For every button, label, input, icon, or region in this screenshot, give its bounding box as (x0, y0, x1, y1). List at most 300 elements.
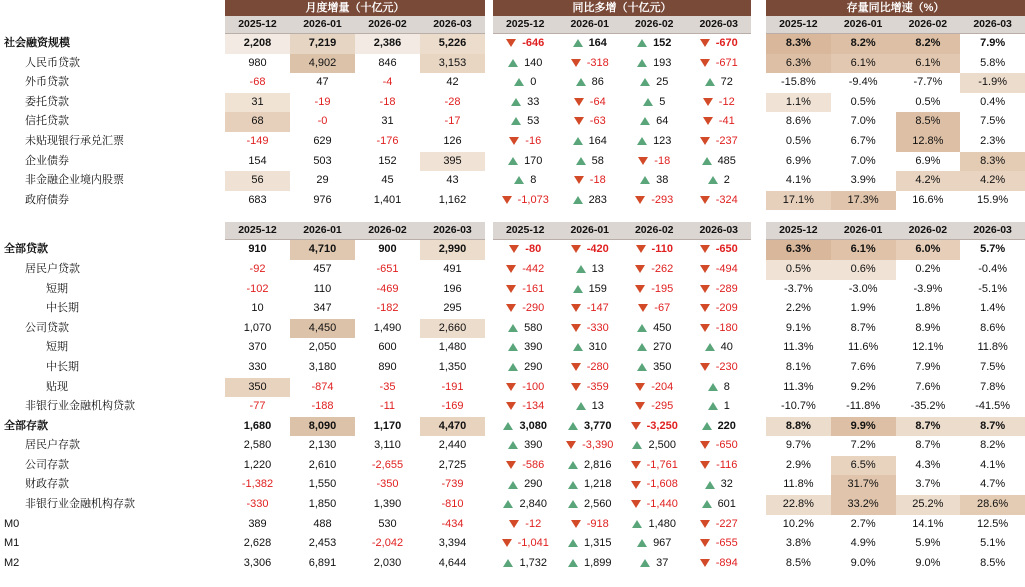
growth-cell: 0.6% (831, 260, 896, 280)
table-row (225, 436, 485, 456)
column-header: 2026-03 (699, 18, 739, 30)
growth-cell: 0.5% (831, 93, 896, 113)
growth-cell: 5.1% (960, 534, 1025, 554)
value-cell: 2,580 (225, 436, 290, 456)
value-cell: -102 (225, 280, 290, 300)
triangle-down-icon (571, 304, 581, 312)
triangle-down-icon (502, 539, 512, 547)
growth-cell: 9.1% (766, 319, 831, 339)
yoy-value: 270 (653, 341, 672, 354)
triangle-down-icon (509, 137, 519, 145)
growth-cell: 1.4% (960, 299, 1025, 319)
yoy-value: 58 (591, 154, 604, 167)
value-cell: -92 (225, 260, 290, 280)
value-cell: 890 (355, 358, 420, 378)
yoy-value: 193 (653, 56, 672, 69)
yoy-value: -3,250 (646, 419, 678, 432)
value-cell: -350 (355, 475, 420, 495)
value-cell: 126 (420, 132, 485, 152)
yoy-value: 164 (588, 37, 607, 49)
table-row (766, 34, 1025, 54)
growth-cell: 7.8% (960, 378, 1025, 398)
yoy-value: 1,480 (648, 517, 677, 530)
column-header: 2026-01 (843, 18, 883, 30)
yoy-value: 1,732 (519, 556, 548, 569)
triangle-down-icon (571, 59, 581, 67)
growth-cell: 1.8% (896, 299, 961, 319)
panel-stock-yoy-growth (766, 0, 1025, 573)
yoy-value: 290 (524, 360, 543, 373)
growth-cell: 8.5% (766, 554, 831, 574)
yoy-value: 390 (524, 341, 543, 354)
table-row (766, 240, 1025, 260)
value-cell: 4,644 (420, 554, 485, 574)
growth-cell: 5.7% (960, 240, 1025, 260)
yoy-value: -324 (715, 193, 738, 206)
yoy-cell (687, 73, 752, 93)
triangle-down-icon (635, 383, 645, 391)
triangle-up-icon (508, 481, 518, 489)
value-cell: 10 (225, 299, 290, 319)
yoy-cell (687, 378, 752, 398)
yoy-cell (493, 152, 558, 172)
table-row (493, 456, 751, 476)
growth-cell: 8.7% (831, 319, 896, 339)
yoy-value: 25 (656, 76, 669, 89)
growth-cell: 16.6% (896, 191, 961, 211)
table-row (766, 73, 1025, 93)
yoy-value: -195 (651, 282, 674, 295)
yoy-value: 3,770 (583, 419, 612, 432)
table-row (766, 132, 1025, 152)
yoy-value: -318 (586, 56, 609, 69)
value-cell: -18 (355, 93, 420, 113)
yoy-value: -918 (586, 517, 609, 530)
growth-cell: -15.8% (766, 73, 831, 93)
triangle-down-icon (631, 481, 641, 489)
table-row (225, 240, 485, 260)
yoy-cell (687, 475, 752, 495)
table-row (493, 280, 751, 300)
table-row (225, 171, 485, 191)
row-label: 信托贷款 (25, 115, 69, 128)
value-cell: -182 (355, 299, 420, 319)
value-cell: 4,450 (290, 319, 355, 339)
value-cell: 43 (420, 171, 485, 191)
value-cell: -35 (355, 378, 420, 398)
yoy-cell (493, 260, 558, 280)
triangle-down-icon (635, 265, 645, 273)
yoy-value: 2,816 (583, 458, 612, 471)
yoy-cell (622, 475, 687, 495)
column-header-row (493, 16, 751, 34)
yoy-value: 13 (591, 262, 604, 275)
yoy-cell (558, 73, 623, 93)
table-row (766, 436, 1025, 456)
value-cell: 4,710 (290, 240, 355, 260)
value-cell: 629 (290, 132, 355, 152)
yoy-value: -80 (525, 243, 542, 256)
value-cell: 2,208 (225, 34, 290, 54)
column-header-spacer-2 (0, 222, 225, 240)
triangle-down-icon (700, 59, 710, 67)
yoy-cell (493, 171, 558, 191)
triangle-down-icon (631, 422, 641, 430)
row-label: 非金融企业境内股票 (25, 174, 124, 187)
growth-cell: 8.9% (896, 319, 961, 339)
row-label: 中长期 (46, 302, 79, 315)
value-cell: 2,386 (355, 34, 420, 54)
growth-cell: 6.1% (896, 54, 961, 74)
growth-cell: 7.9% (896, 358, 961, 378)
triangle-up-icon (568, 481, 578, 489)
table-row (225, 378, 485, 398)
triangle-up-icon (514, 78, 524, 86)
yoy-cell (622, 397, 687, 417)
yoy-cell (622, 456, 687, 476)
triangle-down-icon (703, 117, 713, 125)
yoy-value: -1,608 (646, 478, 678, 491)
yoy-value: -1,761 (646, 458, 678, 471)
yoy-value: 8 (723, 380, 730, 393)
value-cell: 976 (290, 191, 355, 211)
yoy-cell (493, 191, 558, 211)
yoy-cell (558, 338, 623, 358)
growth-cell: 6.5% (831, 456, 896, 476)
yoy-value: 2 (723, 174, 730, 187)
value-cell: -191 (420, 378, 485, 398)
triangle-up-icon (705, 78, 715, 86)
triangle-down-icon (635, 285, 645, 293)
value-cell: 29 (290, 171, 355, 191)
panel-title: 存量同比增速（%） (766, 0, 1025, 16)
triangle-down-icon (700, 265, 710, 273)
growth-cell: 7.0% (831, 152, 896, 172)
growth-cell: -3.7% (766, 280, 831, 300)
yoy-value: 390 (524, 439, 543, 452)
triangle-up-icon (508, 59, 518, 67)
section1-labels (0, 34, 225, 210)
column-header: 2026-01 (570, 18, 610, 30)
growth-cell: 11.3% (766, 378, 831, 398)
value-cell: 2,050 (290, 338, 355, 358)
value-cell: -28 (420, 93, 485, 113)
triangle-down-icon (506, 383, 516, 391)
table-row (766, 299, 1025, 319)
yoy-cell (558, 171, 623, 191)
yoy-cell (493, 319, 558, 339)
yoy-value: -64 (589, 95, 606, 108)
value-cell: 1,350 (420, 358, 485, 378)
yoy-value: -262 (651, 262, 674, 275)
value-cell: 1,162 (420, 191, 485, 211)
header-spacer (0, 0, 225, 16)
growth-cell: 28.6% (960, 495, 1025, 515)
triangle-down-icon (506, 402, 516, 410)
value-cell: 110 (290, 280, 355, 300)
triangle-up-icon (508, 441, 518, 449)
triangle-up-icon (568, 539, 578, 547)
yoy-value: 1,315 (583, 537, 612, 550)
triangle-down-icon (506, 285, 516, 293)
yoy-value: 290 (524, 478, 543, 491)
section1-values (493, 34, 751, 210)
yoy-value: 2,840 (519, 498, 548, 511)
yoy-value: -655 (715, 537, 738, 550)
column-header-row (493, 222, 751, 240)
triangle-down-icon (506, 304, 516, 312)
value-cell: -169 (420, 397, 485, 417)
column-header: 2025-12 (779, 224, 818, 237)
yoy-cell (687, 358, 752, 378)
yoy-cell (622, 495, 687, 515)
yoy-cell (687, 534, 752, 554)
growth-cell: -35.2% (896, 397, 961, 417)
yoy-cell (493, 436, 558, 456)
section-gap (0, 210, 225, 222)
table-row (493, 240, 751, 260)
growth-cell: -0.4% (960, 260, 1025, 280)
value-cell: -0 (290, 112, 355, 132)
growth-cell: 1.1% (766, 93, 831, 113)
row-label: M2 (4, 556, 20, 569)
yoy-value: 2,560 (583, 498, 612, 511)
yoy-cell (687, 171, 752, 191)
yoy-value: 13 (591, 400, 604, 413)
row-label: 公司贷款 (25, 321, 69, 334)
column-header: 2026-03 (699, 224, 739, 237)
triangle-up-icon (708, 402, 718, 410)
growth-cell: 5.9% (896, 534, 961, 554)
triangle-up-icon (702, 157, 712, 165)
table-row (766, 554, 1025, 574)
column-header: 2026-02 (634, 18, 674, 30)
yoy-cell (558, 515, 623, 535)
table-row (493, 397, 751, 417)
column-header: 2025-12 (238, 224, 277, 237)
yoy-value: -650 (715, 243, 738, 256)
growth-cell: 4.9% (831, 534, 896, 554)
triangle-up-icon (637, 539, 647, 547)
growth-cell: 7.6% (831, 358, 896, 378)
yoy-value: -161 (522, 282, 545, 295)
growth-cell: 7.5% (960, 358, 1025, 378)
growth-cell: -9.4% (831, 73, 896, 93)
value-cell: 503 (290, 152, 355, 172)
yoy-cell (558, 260, 623, 280)
growth-cell: 3.7% (896, 475, 961, 495)
table-row (493, 495, 751, 515)
table-row (766, 191, 1025, 211)
yoy-value: -237 (715, 134, 738, 147)
growth-cell: 6.3% (766, 240, 831, 260)
yoy-cell (622, 358, 687, 378)
triangle-up-icon (508, 343, 518, 351)
value-cell: 1,490 (355, 319, 420, 339)
triangle-up-icon (508, 324, 518, 332)
yoy-cell (687, 54, 752, 74)
value-cell: 1,070 (225, 319, 290, 339)
growth-cell: 2.7% (831, 515, 896, 535)
table-row (225, 397, 485, 417)
table-row (493, 319, 751, 339)
triangle-up-icon (514, 176, 524, 184)
value-cell: 350 (225, 378, 290, 398)
value-cell: 1,680 (225, 417, 290, 437)
triangle-down-icon (574, 98, 584, 106)
table-row (225, 132, 485, 152)
triangle-up-icon (573, 285, 583, 293)
growth-cell: 0.5% (766, 260, 831, 280)
triangle-down-icon (571, 383, 581, 391)
growth-cell: 8.7% (896, 417, 961, 437)
table-row (766, 358, 1025, 378)
value-cell: 295 (420, 299, 485, 319)
triangle-up-icon (573, 39, 583, 47)
section-gap (766, 210, 1025, 222)
value-cell: 3,394 (420, 534, 485, 554)
row-label: 非银行业金融机构存款 (25, 498, 135, 511)
value-cell: 395 (420, 152, 485, 172)
yoy-cell (622, 34, 687, 54)
value-cell: 683 (225, 191, 290, 211)
value-cell: -19 (290, 93, 355, 113)
triangle-up-icon (503, 422, 513, 430)
yoy-value: -1,440 (646, 498, 678, 511)
yoy-cell (493, 456, 558, 476)
table-row (225, 456, 485, 476)
triangle-up-icon (511, 98, 521, 106)
value-cell: 3,180 (290, 358, 355, 378)
yoy-value: -41 (718, 115, 735, 128)
yoy-cell (687, 112, 752, 132)
value-cell: 600 (355, 338, 420, 358)
table-row (225, 34, 485, 54)
growth-cell: 6.1% (831, 240, 896, 260)
table-row (766, 515, 1025, 535)
yoy-cell (558, 358, 623, 378)
triangle-down-icon (700, 245, 710, 253)
value-cell: 347 (290, 299, 355, 319)
yoy-value: 1 (723, 400, 730, 413)
yoy-cell (687, 436, 752, 456)
yoy-value: -16 (525, 134, 542, 147)
growth-cell: 8.8% (766, 417, 831, 437)
triangle-up-icon (640, 559, 650, 567)
yoy-cell (622, 93, 687, 113)
table-row (766, 93, 1025, 113)
yoy-cell (622, 171, 687, 191)
yoy-cell (493, 54, 558, 74)
value-cell: -2,042 (355, 534, 420, 554)
growth-cell: 8.2% (960, 436, 1025, 456)
column-header: 2026-02 (634, 224, 674, 237)
yoy-cell (687, 456, 752, 476)
yoy-cell (622, 554, 687, 574)
yoy-value: -646 (522, 37, 545, 49)
yoy-cell (687, 93, 752, 113)
triangle-up-icon (511, 117, 521, 125)
table-row (225, 299, 485, 319)
growth-cell: 7.0% (831, 112, 896, 132)
yoy-cell (687, 34, 752, 54)
growth-cell: 11.8% (960, 338, 1025, 358)
yoy-value: 164 (588, 134, 607, 147)
yoy-value: 350 (653, 360, 672, 373)
column-header: 2025-12 (238, 18, 277, 30)
section-gap (225, 210, 485, 222)
value-cell: 457 (290, 260, 355, 280)
triangle-down-icon (700, 520, 710, 528)
yoy-value: -359 (586, 380, 609, 393)
yoy-value: -894 (715, 556, 738, 569)
yoy-value: -230 (715, 360, 738, 373)
yoy-cell (558, 54, 623, 74)
table-row (493, 132, 751, 152)
column-header: 2026-02 (908, 18, 948, 30)
panel-yoy-extra-increase (493, 0, 751, 573)
value-cell: 1,170 (355, 417, 420, 437)
triangle-down-icon (638, 304, 648, 312)
triangle-down-icon (700, 539, 710, 547)
triangle-up-icon (632, 441, 642, 449)
yoy-value: 170 (524, 154, 543, 167)
yoy-value: -100 (522, 380, 545, 393)
value-cell: 3,110 (355, 436, 420, 456)
triangle-up-icon (568, 559, 578, 567)
growth-cell: 8.5% (896, 112, 961, 132)
table-row (493, 93, 751, 113)
column-header: 2026-03 (973, 18, 1012, 30)
row-label: 非银行业金融机构贷款 (25, 400, 135, 413)
value-cell: 2,130 (290, 436, 355, 456)
yoy-value: 1,899 (583, 556, 612, 569)
table-row (766, 475, 1025, 495)
growth-cell: -5.1% (960, 280, 1025, 300)
yoy-cell (687, 554, 752, 574)
growth-cell: 15.9% (960, 191, 1025, 211)
row-label: 财政存款 (25, 478, 69, 491)
triangle-up-icon (503, 500, 513, 508)
row-label: 外币贷款 (25, 76, 69, 89)
yoy-value: 140 (524, 56, 543, 69)
panel-title: 同比多增（十亿元） (493, 0, 751, 16)
yoy-cell (622, 73, 687, 93)
yoy-value: 8 (530, 174, 537, 187)
table-row (766, 54, 1025, 74)
yoy-value: -295 (651, 400, 674, 413)
growth-cell: 8.2% (896, 34, 961, 54)
value-cell: 7,219 (290, 34, 355, 54)
triangle-down-icon (509, 520, 519, 528)
row-label: M1 (4, 537, 20, 550)
table-row (225, 534, 485, 554)
triangle-down-icon (571, 324, 581, 332)
yoy-value: -12 (525, 517, 542, 530)
triangle-up-icon (640, 117, 650, 125)
table-row (493, 73, 751, 93)
growth-cell: 8.7% (896, 436, 961, 456)
yoy-value: 601 (717, 498, 736, 511)
growth-cell: 9.0% (831, 554, 896, 574)
yoy-value: 72 (720, 76, 733, 89)
value-cell: 910 (225, 240, 290, 260)
growth-cell: 8.7% (960, 417, 1025, 437)
triangle-up-icon (632, 520, 642, 528)
growth-cell: 25.2% (896, 495, 961, 515)
growth-cell: -11.8% (831, 397, 896, 417)
triangle-down-icon (700, 441, 710, 449)
